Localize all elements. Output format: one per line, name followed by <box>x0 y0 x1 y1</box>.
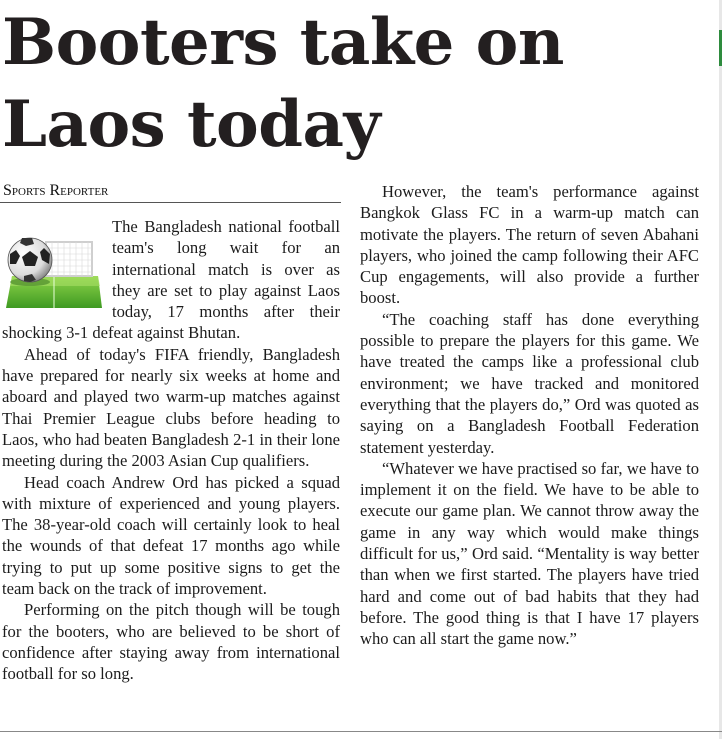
paragraph: “Whatever we have practised so far, we have to implement it on the field. We have to be able to execute our game plan. We cannot throw away the game in any way which would make things difficult for us,” Ord said. “Mentality is way better than when we first started. The players have tried hard and come out of bad habits that they had before. The good thing is that I have 17 players who can all start the game now.” <box>360 458 699 649</box>
headline: Booters take on Laos today <box>2 5 564 162</box>
paragraph: However, the team's performance against Bangkok Glass FC in a warm-up match can motivate the players. The return of seven Abahani players, who joined the camp following their AFC Cup engagements, will also provide a further boost. <box>360 182 699 308</box>
paragraph: “The coaching staff has done everything possible to prepare the players for this game. We have treated the camps like a professional club environment; we have tracked and monitored everything that the players do,” Ord was quoted as saying on a Bangladesh Football Federation statement yesterday. <box>360 309 699 457</box>
byline: Sports Reporter <box>3 182 109 199</box>
byline-divider <box>0 202 341 203</box>
article-column-2 <box>360 181 699 650</box>
football-goal-icon <box>2 216 106 310</box>
paragraph: Head coach Andrew Ord has picked a squad with mixture of experienced and young players. The 38-year-old coach will certainly look to heal the wounds of that defeat 17 months ago while trying to put up some positive signs to get the team back on the track of improvement. <box>2 472 340 599</box>
paragraph: Performing on the pitch though will be tough for the booters, who are believed to be short of confidence after staying away from international football for so long. <box>2 600 340 684</box>
article-column-1 <box>2 216 340 685</box>
paragraph: The Bangladesh national football team's long wait for an international match is over as they are set to play against Laos today, 17 months after their shocking 3-1 defeat against Bhutan. <box>2 217 340 343</box>
bottom-divider <box>0 731 722 732</box>
paragraph: Ahead of today's FIFA friendly, Bangladesh have prepared for nearly six weeks at home and aboard and played two warm-up matches against Thai Premier League clubs before heading to Laos, who had beaten Bangladesh 2-1 in their lone meeting during the 2003 Asian Cup qualifiers. <box>2 344 340 471</box>
